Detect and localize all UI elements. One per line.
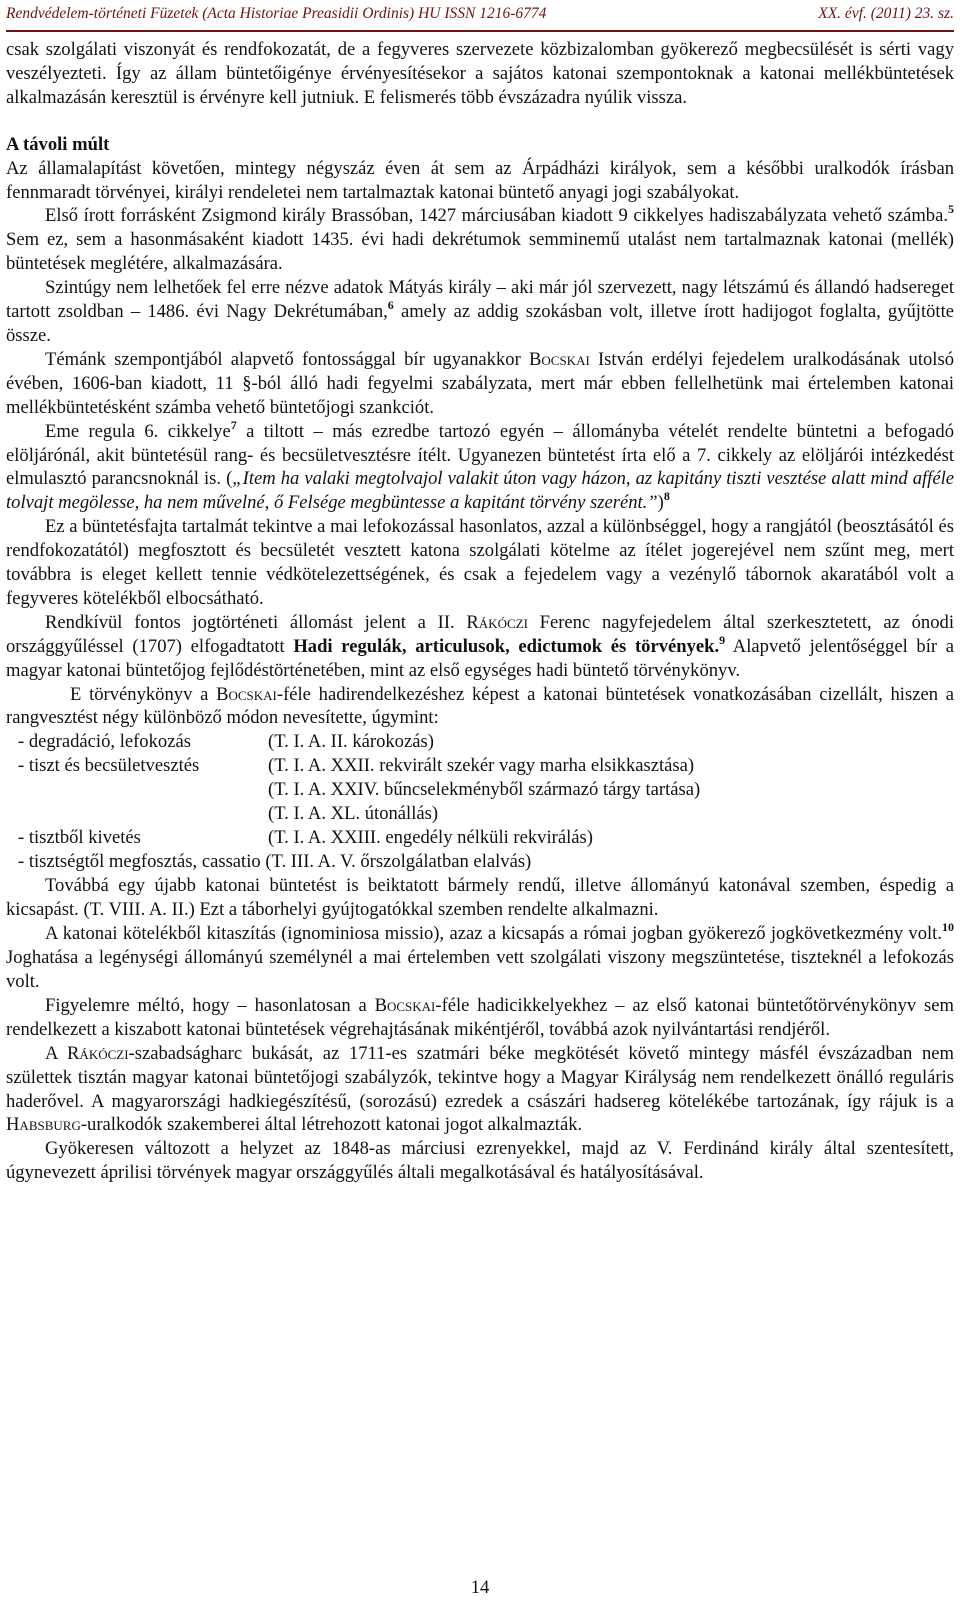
footnote-ref-5[interactable]: 5 xyxy=(948,202,954,217)
paragraph-12 xyxy=(6,1042,954,1138)
paragraph-10-text: A katonai kötelékből kitaszítás (ignominiosa missio), azaz a kicsapás a római jogban gyökerező jogkövetkezmény volt. xyxy=(45,923,942,945)
paragraph-4-text: Témánk szempontjából alapvető fontossággal bír ugyanakkor xyxy=(45,348,529,370)
name-bocskai: Bocskai xyxy=(216,683,277,705)
paragraph-12-text-end: -uralkodók szakemberei által létrehozott katonai jogot alkalmazták. xyxy=(80,1114,583,1136)
paragraph-12-text-cont: -szabadságharc bukását, az 1711-es szatmári béke megkötését követő mintegy másfél évszázadban nem születtek tisztán magyar katonai büntetőjogi szabályzók, tekintve hogy a Magyar Királyság nem rendelkezett önálló reguláris haderővel. A magyarországi hadkiegészítésű, (sorozású) ezredek a császári hadsereg kötelékébe tartozának, így rájuk is a xyxy=(6,1042,954,1112)
list-item-ref: (T. I. A. XXIV. bűncselekményből származó tárgy tartása) xyxy=(268,779,701,801)
article-body xyxy=(6,38,954,1185)
paragraph-7-text: Rendkívül fontos jogtörténeti állomást jelent a II. xyxy=(45,611,467,633)
footnote-ref-10[interactable]: 10 xyxy=(942,920,954,935)
paragraph-3-text: Szintúgy nem lelhetőek fel erre nézve adatok Mátyás király – aki már jól szervezett, nagy létszámú és állandó hadsereget tartott zsoldban – 1486. évi Nagy Dekrétumában, xyxy=(6,277,954,323)
name-bocskai: Bocskai xyxy=(374,994,436,1016)
footnote-ref-6[interactable]: 6 xyxy=(387,298,394,313)
paragraph-8 xyxy=(6,683,954,731)
paragraph-4 xyxy=(6,348,954,420)
footnote-ref-7[interactable]: 7 xyxy=(230,417,237,432)
name-rakoczi: Rákóczi xyxy=(466,611,528,633)
paragraph-4-text-cont: István erdélyi fejedelem uralkodásának utolsó évében, 1606-ban kiadott, 11 §-ból álló hadi fegyelmi szabályzata, mert már ebben fellelhetünk mai értelemben katonai mellékbüntetésként számba vehető büntetőjogi szankciót. xyxy=(6,348,954,418)
list-item-term: - tisztségtől megfosztás, cassatio (T. III. A. V. őrszolgálatban elalvás) xyxy=(18,851,532,873)
paragraph-8-text-cont: -féle hadirendelkezéshez képest a katonai büntetések vonatkozásában cizellált, hiszen a rangvesztést négy különböző módon nevesítette, úgymint: xyxy=(6,683,954,729)
paragraph-9: Továbbá egy újabb katonai büntetést is beiktatott bármely rendű, illetve állományú katonával szemben, éspedig a kicsapást. (T. VIII. A. II.) Ezt a táborhelyi gyújtogatókkal szemben rendelte alkalmazni. xyxy=(6,875,954,921)
paragraph-5-close: ) xyxy=(657,492,664,514)
paragraph-13: Gyökeresen változott a helyzet az 1848-as márciusi ezrenyekkel, majd az V. Ferdinánd király által szentesített, úgynevezett áprilisi törvények magyar országgyűlés általi megalkotásával és hatályosításával. xyxy=(6,1138,954,1184)
paragraph-2 xyxy=(6,204,954,276)
list-item-ref: (T. I. A. XXIII. engedély nélküli rekvirálás) xyxy=(268,827,593,849)
penalty-list xyxy=(6,730,954,850)
list-item-ref: (T. I. A. XXII. rekvirált szekér vagy marha elsikkasztása) xyxy=(268,755,695,777)
list-item-term: - tisztből kivetés xyxy=(18,827,141,849)
journal-title: Rendvédelem-történeti Füzetek (Acta Historiae Preasidii Ordinis) HU ISSN 1216-6774 xyxy=(6,5,547,22)
intro-paragraph: csak szolgálati viszonyát és rendfokozatát, de a fegyveres szervezete közbizalomban gyökerező megbecsülését is sérti vagy veszélyezteti. Így az állam büntetőigénye érvényesítésekor a sajátos katonai szempontoknak a katonai mellékbüntetések alkalmazásán keresztül is érvényre kell jutniuk. E felismerés több évszázadra nyúlik vissza. xyxy=(6,39,954,108)
list-item-ref: (T. I. A. XL. útonállás) xyxy=(268,803,439,825)
paragraph-7-text-end: Alapvető jelentőséggel bír a magyar katonai büntetőjog fejlődéstörténetében, mint az első egységes hadi büntető törvénykönyv. xyxy=(6,635,955,681)
paragraph-2-text-cont: Sem ez, sem a hasonmásaként kiadott 1435. évi hadi dekrétumok semminemű utalást nem tartalmaznak katonai (mellék) büntetések meglétére, alkalmazására. xyxy=(6,229,954,275)
penalty-list-last xyxy=(6,850,954,874)
paragraph-7-text-cont: Ferenc nagyfejedelem által szerkesztetett, az ónodi országgyűléssel (1707) elfogadtatott xyxy=(6,611,954,657)
running-header xyxy=(6,4,954,32)
paragraph-10 xyxy=(6,922,954,994)
footnote-ref-8[interactable]: 8 xyxy=(663,489,670,504)
name-habsburg: Habsburg xyxy=(6,1114,81,1136)
paragraph-7 xyxy=(6,611,954,683)
paragraph-10-text-cont: Joghatása a legénységi állományú személynél a mai értelemben vett szolgálati viszony megszüntetése, tiszteknél a lefokozás volt. xyxy=(6,947,954,992)
regulation-quote: „Item ha valaki megtolvajol valakit úton vagy házon, az kapitány tiszti vesztése alatt mind afféle tolvajt megölesse, ha nem művelné, ő Felsége megbüntesse a kapitánt törvény szerént.” xyxy=(6,468,955,514)
page-number: 14 xyxy=(470,1577,490,1598)
volume-info: XX. évf. (2011) 23. sz. xyxy=(818,5,954,22)
paragraph-5 xyxy=(6,417,955,516)
paragraph-5-text-cont: a tiltott – más ezredbe tartozó egyén – állományba vételét rendelte büntetni a befogadó elöljárónál, akit büntetésül rang- és becsületvesztésre ítélt. Ugyanezen büntetést írta elő a 7. cikkely az elöljárói intézkedést elmulasztó parancsnoknál is. ( xyxy=(6,420,955,490)
footnote-ref-9[interactable]: 9 xyxy=(719,632,726,647)
list-item-term: - degradáció, lefokozás xyxy=(18,731,191,753)
name-rakoczi: Rákóczi xyxy=(67,1042,129,1064)
paragraph-1: Az államalapítást követően, mintegy négyszáz éven át sem az Árpádházi királyok, sem a későbbi uralkodók írásban fennmaradt törvényei, királyi rendeletei nem tartalmaztak katonai büntető anyagi jogi szabályokat. xyxy=(6,157,954,203)
paragraph-11 xyxy=(6,994,954,1042)
paragraph-8-text: E törvénykönyv a xyxy=(70,683,217,705)
paragraph-11-text-cont: -féle hadicikkelyekhez – az első katonai büntetőtörvénykönyv sem rendelkezett a kiszabott katonai büntetések végrehajtásának mikéntjéről, továbbá azok nyilvántartási rendjéről. xyxy=(6,994,954,1040)
paragraph-3 xyxy=(6,276,954,348)
paragraph-6: Ez a büntetésfajta tartalmát tekintve a mai lefokozással hasonlatos, azzal a különbséggel, hogy a rangjától (beosztásától és rendfokozatától) megfosztott és becsületét vesztett katona szolgálati kötelme az ítélet jogerejével nem szűnt meg, mert továbbra is eleget kellett tennie védkötelezettségének, és csak a fejedelem vagy a vezénylő tábornok akaratából volt a fegyveres kötelékből elbocsátható. xyxy=(6,516,954,609)
paragraph-3-text-cont: amely az addig szokásban volt, illetve írott hadijogot foglalta, gyűjtötte össze. xyxy=(6,301,955,346)
list-item-term: - tiszt és becsületvesztés xyxy=(18,755,200,777)
section-heading: A távoli múlt xyxy=(6,133,110,155)
code-title: Hadi regulák, articulusok, edictumok és törvények. xyxy=(293,635,720,657)
paragraph-5-text: Eme regula 6. cikkelye xyxy=(45,420,231,442)
list-item-ref: (T. I. A. II. károkozás) xyxy=(268,731,434,753)
paragraph-11-text: Figyelemre méltó, hogy – hasonlatosan a xyxy=(45,994,375,1016)
name-bocskai: Bocskai xyxy=(528,348,590,370)
paragraph-2-text: Első írott forrásként Zsigmond király Brassóban, 1427 márciusában kiadott 9 cikkelyes hadiszabályzata vehető számba. xyxy=(45,205,948,227)
paragraph-12-text: A xyxy=(45,1042,68,1064)
